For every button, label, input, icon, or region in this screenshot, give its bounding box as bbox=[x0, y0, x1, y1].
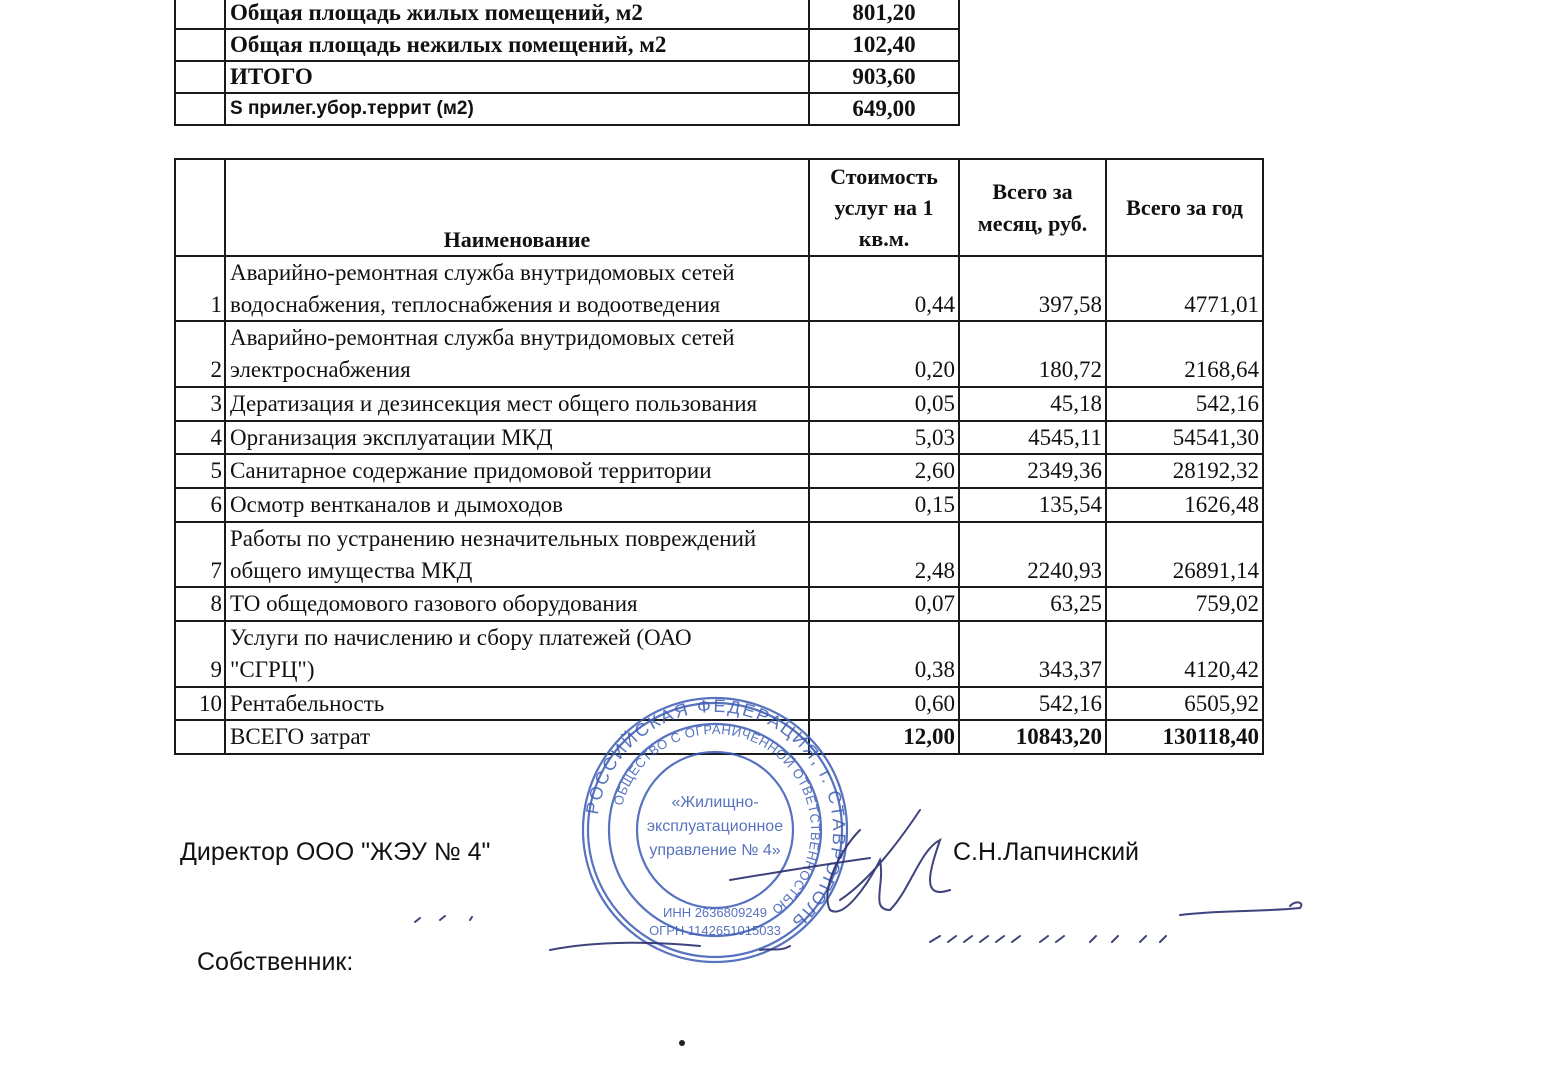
services-table-body bbox=[175, 256, 1263, 754]
table-row bbox=[175, 61, 959, 93]
stamp-inn: ИНН 2636809249 bbox=[662, 905, 768, 920]
service-number: 9 bbox=[175, 621, 225, 686]
service-number: 5 bbox=[175, 454, 225, 488]
service-name-line: Работы по устранению незначительных повреждений bbox=[230, 525, 757, 551]
row-number-cell bbox=[175, 0, 225, 29]
service-cost-per-sqm: 5,03 bbox=[809, 421, 959, 455]
service-cost-per-sqm: 0,20 bbox=[809, 321, 959, 386]
row-number-cell bbox=[175, 61, 225, 93]
total-number-cell bbox=[175, 720, 225, 754]
service-number: 1 bbox=[175, 256, 225, 321]
stamp-center-line3: управление № 4» bbox=[649, 842, 781, 859]
table-row bbox=[175, 587, 1263, 621]
service-month-total: 397,58 bbox=[959, 256, 1106, 321]
stamp-center-line2: эксплуатационное bbox=[646, 818, 784, 835]
service-name bbox=[225, 621, 809, 686]
service-month-total: 180,72 bbox=[959, 321, 1106, 386]
service-year-total: 4771,01 bbox=[1106, 256, 1263, 321]
table-row bbox=[175, 387, 1263, 421]
area-value: 102,40 bbox=[809, 29, 959, 61]
director-name: С.Н.Лапчинский bbox=[953, 838, 1140, 866]
service-year-total: 28192,32 bbox=[1106, 454, 1263, 488]
header-cost-per-sqm: Стоимость услуг на 1 кв.м. bbox=[809, 159, 959, 256]
service-name bbox=[225, 387, 809, 421]
area-label: Общая площадь нежилых помещений, м2 bbox=[225, 29, 809, 61]
service-name bbox=[225, 321, 809, 386]
service-month-total: 63,25 bbox=[959, 587, 1106, 621]
service-month-total: 45,18 bbox=[959, 387, 1106, 421]
service-name-line: "СГРЦ") bbox=[230, 656, 315, 682]
service-month-total: 343,37 bbox=[959, 621, 1106, 686]
owner-label: Собственник: bbox=[197, 948, 354, 976]
service-name-line: ТО общедомового газового оборудования bbox=[230, 591, 638, 617]
services-cost-table bbox=[174, 158, 1264, 755]
total-year: 130118,40 bbox=[1106, 720, 1263, 754]
header-number-cell bbox=[175, 159, 225, 256]
service-name bbox=[225, 522, 809, 587]
total-month: 10843,20 bbox=[959, 720, 1106, 754]
service-month-total: 2240,93 bbox=[959, 522, 1106, 587]
table-row bbox=[175, 93, 959, 125]
service-year-total: 542,16 bbox=[1106, 387, 1263, 421]
area-value: 649,00 bbox=[809, 93, 959, 125]
service-name-line: Осмотр вентканалов и дымоходов bbox=[230, 492, 564, 518]
header-month-total: Всего за месяц, руб. bbox=[959, 159, 1106, 256]
service-year-total: 4120,42 bbox=[1106, 621, 1263, 686]
service-month-total: 135,54 bbox=[959, 488, 1106, 522]
row-number-cell bbox=[175, 93, 225, 125]
handwritten-signature bbox=[400, 770, 1330, 1010]
service-name bbox=[225, 256, 809, 321]
service-number: 10 bbox=[175, 687, 225, 721]
service-month-total: 2349,36 bbox=[959, 454, 1106, 488]
service-month-total: 4545,11 bbox=[959, 421, 1106, 455]
table-header-row bbox=[175, 159, 1263, 256]
service-number: 8 bbox=[175, 587, 225, 621]
table-row bbox=[175, 522, 1263, 587]
service-number: 7 bbox=[175, 522, 225, 587]
stamp-ogrn: ОГРН 1142651015033 bbox=[649, 923, 781, 938]
service-month-total: 542,16 bbox=[959, 687, 1106, 721]
service-cost-per-sqm: 0,15 bbox=[809, 488, 959, 522]
header-name: Наименование bbox=[225, 159, 809, 256]
ink-dot bbox=[679, 1040, 685, 1046]
director-label: Директор ООО "ЖЭУ № 4" bbox=[180, 838, 491, 866]
service-name-line: Организация эксплуатации МКД bbox=[230, 424, 553, 450]
header-year-total: Всего за год bbox=[1106, 159, 1263, 256]
service-cost-per-sqm: 0,44 bbox=[809, 256, 959, 321]
service-number: 4 bbox=[175, 421, 225, 455]
service-year-total: 54541,30 bbox=[1106, 421, 1263, 455]
stamp-center-line1: «Жилищно- bbox=[671, 794, 759, 811]
service-name-line: Дератизация и дезинсекция мест общего пользования bbox=[230, 390, 758, 416]
table-row bbox=[175, 29, 959, 61]
area-value: 801,20 bbox=[809, 0, 959, 29]
service-cost-per-sqm: 0,07 bbox=[809, 587, 959, 621]
service-number: 3 bbox=[175, 387, 225, 421]
service-name-line: электроснабжения bbox=[230, 357, 411, 383]
table-row bbox=[175, 488, 1263, 522]
service-year-total: 6505,92 bbox=[1106, 687, 1263, 721]
area-summary-table bbox=[174, 0, 960, 126]
service-name bbox=[225, 454, 809, 488]
service-name-line: Аварийно-ремонтная служба внутридомовых сетей bbox=[230, 260, 735, 285]
service-name-line: Аварийно-ремонтная служба внутридомовых сетей bbox=[230, 325, 735, 351]
table-row bbox=[175, 321, 1263, 386]
service-name-line: Услуги по начислению и сбору платежей (ОАО bbox=[230, 625, 692, 651]
service-number: 2 bbox=[175, 321, 225, 386]
service-name bbox=[225, 587, 809, 621]
stamp-outer-text: РОССИЙСКАЯ ФЕДЕРАЦИЯ, г. СТАВРОПОЛЬ bbox=[582, 695, 850, 934]
service-cost-per-sqm: 2,48 bbox=[809, 522, 959, 587]
table-row bbox=[175, 421, 1263, 455]
service-cost-per-sqm: 0,38 bbox=[809, 621, 959, 686]
area-label: Общая площадь жилых помещений, м2 bbox=[225, 0, 809, 29]
service-name-line: Рентабельность bbox=[230, 690, 385, 716]
row-number-cell bbox=[175, 29, 225, 61]
service-cost-per-sqm: 2,60 bbox=[809, 454, 959, 488]
area-label: S прилег.убор.террит (м2) bbox=[225, 93, 809, 125]
service-year-total: 26891,14 bbox=[1106, 522, 1263, 587]
service-cost-per-sqm: 0,05 bbox=[809, 387, 959, 421]
service-year-total: 759,02 bbox=[1106, 587, 1263, 621]
service-year-total: 2168,64 bbox=[1106, 321, 1263, 386]
table-row bbox=[175, 0, 959, 29]
table-row bbox=[175, 621, 1263, 686]
area-value: 903,60 bbox=[809, 61, 959, 93]
service-name-line: водоснабжения, теплоснабжения и водоотведения bbox=[230, 291, 721, 317]
service-year-total: 1626,48 bbox=[1106, 488, 1263, 522]
total-cost-per-sqm: 12,00 bbox=[809, 720, 959, 754]
service-name bbox=[225, 421, 809, 455]
table-row bbox=[175, 256, 1263, 321]
service-number: 6 bbox=[175, 488, 225, 522]
service-cost-per-sqm: 0,60 bbox=[809, 687, 959, 721]
total-label: ВСЕГО затрат bbox=[225, 720, 809, 754]
service-name bbox=[225, 488, 809, 522]
service-name-line: общего имущества МКД bbox=[230, 557, 473, 583]
stamp-inner-text: ОБЩЕСТВО С ОГРАНИЧЕННОЙ ОТВЕТСТВЕННОСТЬЮ bbox=[610, 721, 824, 918]
area-label: ИТОГО bbox=[225, 61, 809, 93]
service-name-line: Санитарное содержание придомовой территории bbox=[230, 458, 712, 484]
table-row bbox=[175, 454, 1263, 488]
